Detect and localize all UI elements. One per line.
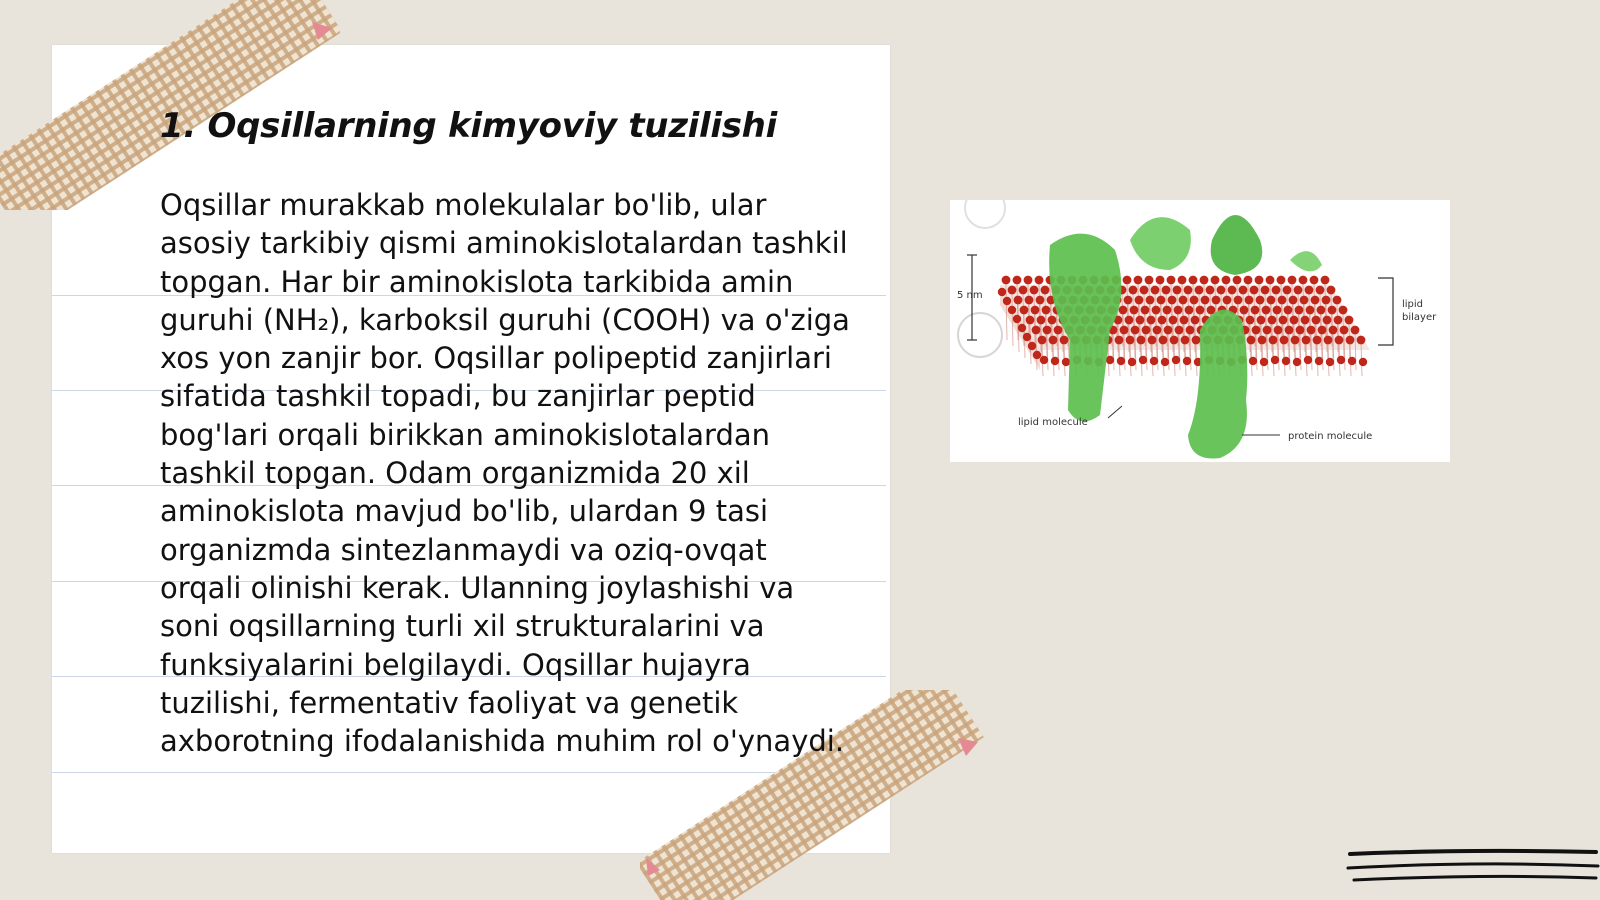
lipid-head <box>1323 316 1332 325</box>
lipid-head <box>1300 296 1309 305</box>
lipid-head <box>1279 316 1288 325</box>
lipid-head <box>1257 316 1266 325</box>
lipid-head <box>1333 296 1342 305</box>
lipid-head <box>1283 286 1292 295</box>
lipid-head <box>1289 296 1298 305</box>
lipid-head <box>1008 286 1017 295</box>
lipid-head <box>1324 336 1333 345</box>
lipid-head <box>1293 358 1301 366</box>
lipid-head <box>1190 296 1199 305</box>
lipid-head <box>1200 276 1209 285</box>
lipid-head <box>1023 333 1031 341</box>
lipid-head <box>1267 296 1276 305</box>
lipid-head <box>1268 316 1277 325</box>
lipid-head <box>1301 316 1310 325</box>
lipid-head <box>1234 296 1243 305</box>
lipid-head <box>1180 316 1189 325</box>
lipid-head <box>1263 326 1272 335</box>
lipid-head <box>1014 296 1023 305</box>
lipid-head <box>1273 306 1282 315</box>
lipid-head <box>1003 297 1011 305</box>
lipid-head <box>1018 324 1026 332</box>
lipid-head <box>1189 276 1198 285</box>
lipid-head <box>1043 326 1052 335</box>
lipid-head <box>1051 357 1059 365</box>
lipid-bilayer-label-line1: lipid <box>1402 299 1424 310</box>
lipid-head <box>998 288 1006 296</box>
lipid-head <box>1168 296 1177 305</box>
lipid-head <box>1030 286 1039 295</box>
lipid-head <box>1339 306 1348 315</box>
lipid-head <box>1233 276 1242 285</box>
lipid-head <box>1284 306 1293 315</box>
lipid-head <box>1222 276 1231 285</box>
protein-molecule-label: protein molecule <box>1288 431 1373 442</box>
lipid-head <box>1178 276 1187 285</box>
lipid-head <box>1261 286 1270 295</box>
lipid-head <box>1151 286 1160 295</box>
lipid-head <box>1170 336 1179 345</box>
lipid-head <box>1348 357 1356 365</box>
lipid-head <box>1251 306 1260 315</box>
brush-stroke-decoration <box>1346 848 1600 893</box>
lipid-head <box>1295 306 1304 315</box>
lipid-head <box>1136 316 1145 325</box>
lipid-head <box>1335 336 1344 345</box>
lipid-head <box>1013 315 1021 323</box>
lipid-head <box>1123 276 1132 285</box>
lipid-head <box>1062 358 1070 366</box>
lipid-head <box>1115 336 1124 345</box>
lipid-head <box>1322 296 1331 305</box>
lipid-head <box>1271 356 1279 364</box>
lipid-head <box>1146 296 1155 305</box>
lipid-head <box>1201 296 1210 305</box>
lipid-head <box>1334 316 1343 325</box>
lipid-head <box>1033 351 1041 359</box>
lipid-head <box>1131 326 1140 335</box>
lipid-head <box>1184 286 1193 295</box>
lipid-head <box>1223 296 1232 305</box>
lipid-head <box>1130 306 1139 315</box>
lipid-head <box>1026 316 1035 325</box>
lipid-head <box>1296 326 1305 335</box>
lipid-head <box>1212 296 1221 305</box>
lipid-head <box>1196 306 1205 315</box>
lipid-head <box>1313 336 1322 345</box>
lipid-head <box>1244 276 1253 285</box>
tape-top-left <box>0 0 340 210</box>
lipid-head <box>1280 336 1289 345</box>
lipid-head <box>1282 357 1290 365</box>
lipid-head <box>1329 326 1338 335</box>
lipid-head <box>1106 356 1114 364</box>
lipid-head <box>1337 356 1345 364</box>
lipid-head <box>1060 336 1069 345</box>
lipid-head <box>1288 276 1297 285</box>
lipid-head <box>1240 306 1249 315</box>
lipid-head <box>1167 276 1176 285</box>
lipid-head <box>1159 336 1168 345</box>
lipid-head <box>1147 316 1156 325</box>
lipid-head <box>1192 336 1201 345</box>
lipid-head <box>1186 326 1195 335</box>
lipid-head <box>1250 286 1259 295</box>
lipid-head <box>1304 356 1312 364</box>
lipid-head <box>1191 316 1200 325</box>
lipid-head <box>1269 336 1278 345</box>
lipid-head <box>1156 276 1165 285</box>
lipid-head <box>1255 276 1264 285</box>
lipid-head <box>1172 356 1180 364</box>
lipid-head <box>1134 276 1143 285</box>
lipid-head <box>1137 336 1146 345</box>
lipid-head <box>1129 286 1138 295</box>
lipid-head <box>1239 286 1248 295</box>
lipid-head <box>1035 276 1044 285</box>
lipid-head <box>1317 306 1326 315</box>
lipid-head <box>1041 286 1050 295</box>
lipid-head <box>1028 342 1036 350</box>
lipid-head <box>1175 326 1184 335</box>
lipid-head <box>1140 286 1149 295</box>
lipid-head <box>1135 296 1144 305</box>
lipid-head <box>1345 316 1354 325</box>
lipid-head <box>1266 276 1275 285</box>
lipid-head <box>1359 358 1367 366</box>
lipid-head <box>1262 306 1271 315</box>
lipid-head <box>1152 306 1161 315</box>
lipid-head <box>1042 306 1051 315</box>
lipid-head <box>1258 336 1267 345</box>
lipid-head <box>1183 357 1191 365</box>
lipid-head <box>1311 296 1320 305</box>
lipid-head <box>1211 276 1220 285</box>
lipid-head <box>1173 286 1182 295</box>
lipid-head <box>1307 326 1316 335</box>
lipid-head <box>1318 326 1327 335</box>
lipid-head <box>1246 316 1255 325</box>
lipid-head <box>1312 316 1321 325</box>
lipid-head <box>1008 306 1016 314</box>
lipid-head <box>1302 336 1311 345</box>
lipid-head <box>1031 306 1040 315</box>
lipid-head <box>1228 286 1237 295</box>
lipid-molecule-label: lipid molecule <box>1018 417 1088 428</box>
lipid-head <box>1315 357 1323 365</box>
lipid-head <box>1206 286 1215 295</box>
lipid-head <box>1277 276 1286 285</box>
lipid-head <box>1327 286 1336 295</box>
lipid-head <box>1038 336 1047 345</box>
lipid-head <box>1048 316 1057 325</box>
lipid-head <box>1025 296 1034 305</box>
lipid-head <box>1340 326 1349 335</box>
lipid-head <box>1124 296 1133 305</box>
scale-label: 5 nm <box>957 290 983 301</box>
lipid-head <box>1326 358 1334 366</box>
lipid-head <box>1252 326 1261 335</box>
lipid-head <box>1161 358 1169 366</box>
lipid-head <box>1357 336 1366 345</box>
lipid-head <box>1153 326 1162 335</box>
lipid-head <box>1294 286 1303 295</box>
lipid-head <box>1195 286 1204 295</box>
lipid-head <box>1139 356 1147 364</box>
lipid-head <box>1020 306 1029 315</box>
lipid-head <box>1145 276 1154 285</box>
lipid-head <box>1290 316 1299 325</box>
lipid-head <box>1019 286 1028 295</box>
lipid-head <box>1157 296 1166 305</box>
lipid-head <box>1185 306 1194 315</box>
lipid-head <box>1128 358 1136 366</box>
lipid-head <box>1272 286 1281 295</box>
lipid-head <box>1163 306 1172 315</box>
slide-body-text: Oqsillar murakkab molekulalar bo'lib, ular asosiy tarkibiy qismi aminokislotalardan tashkil topgan. Har bir aminokislota tarkibida amin guruhi (NH₂), karboksil guruhi (COOH) va o'ziga xos yon zanjir bor. Oqsillar polipeptid zanjirlari sifatida tashkil topadi, bu zanjirlar peptid bog'lari orqali birikkan aminokislotalardan tashkil topgan. Odam organizmida 20 xil aminokislota mavjud bo'lib, ulardan 9 tasi organizmda sintezlanmaydi va oziq-ovqat orqali olinishi kerak. Ulanning joylashishi va soni oqsillarning turli xil strukturalarini va funksiyalarini belgilaydi. Oqsillar hujayra tuzilishi, fermentativ faoliyat va genetik axborotning ifodalanishida muhim rol o'ynaydi. <box>160 188 850 759</box>
lipid-bilayer-label-line2: bilayer <box>1402 312 1437 323</box>
lipid-head <box>1174 306 1183 315</box>
lipid-head <box>1150 357 1158 365</box>
membrane-illustration <box>950 200 1450 462</box>
lipid-head <box>1245 296 1254 305</box>
lipid-head <box>1158 316 1167 325</box>
lipid-head <box>1306 306 1315 315</box>
lipid-head <box>1024 276 1033 285</box>
lipid-head <box>1125 316 1134 325</box>
lipid-head <box>1274 326 1283 335</box>
lipid-head <box>1142 326 1151 335</box>
lipid-head <box>1299 276 1308 285</box>
lipid-head <box>1291 336 1300 345</box>
lipid-head <box>1036 296 1045 305</box>
lipid-head <box>1256 296 1265 305</box>
lipid-head <box>1032 326 1041 335</box>
lipid-head <box>1321 276 1330 285</box>
lipid-head <box>1120 326 1129 335</box>
lipid-head <box>1316 286 1325 295</box>
lipid-head <box>1164 326 1173 335</box>
membrane-diagram-image <box>950 200 1450 462</box>
lipid-head <box>1278 296 1287 305</box>
lipid-head <box>1247 336 1256 345</box>
lipid-head <box>1351 326 1360 335</box>
lipid-head <box>1328 306 1337 315</box>
lipid-head <box>1037 316 1046 325</box>
lipid-head <box>1049 336 1058 345</box>
lipid-head <box>1310 276 1319 285</box>
lipid-head <box>1054 326 1063 335</box>
lipid-head <box>1179 296 1188 305</box>
lipid-head <box>1013 276 1022 285</box>
lipid-head <box>1148 336 1157 345</box>
slide-title: 1. Oqsillarning kimyoviy tuzilishi <box>160 106 777 146</box>
lipid-head <box>1346 336 1355 345</box>
lipid-head <box>1285 326 1294 335</box>
lipid-head <box>1169 316 1178 325</box>
lipid-head <box>1260 358 1268 366</box>
lipid-head <box>1162 286 1171 295</box>
lipid-head <box>1126 336 1135 345</box>
lipid-head <box>1117 357 1125 365</box>
lipid-head <box>1040 356 1048 364</box>
lipid-head <box>1217 286 1226 295</box>
lipid-head <box>1305 286 1314 295</box>
lipid-head <box>1181 336 1190 345</box>
lipid-head <box>1002 276 1011 285</box>
lipid-head <box>1141 306 1150 315</box>
lipid-head <box>1119 306 1128 315</box>
lipid-head <box>1249 357 1257 365</box>
